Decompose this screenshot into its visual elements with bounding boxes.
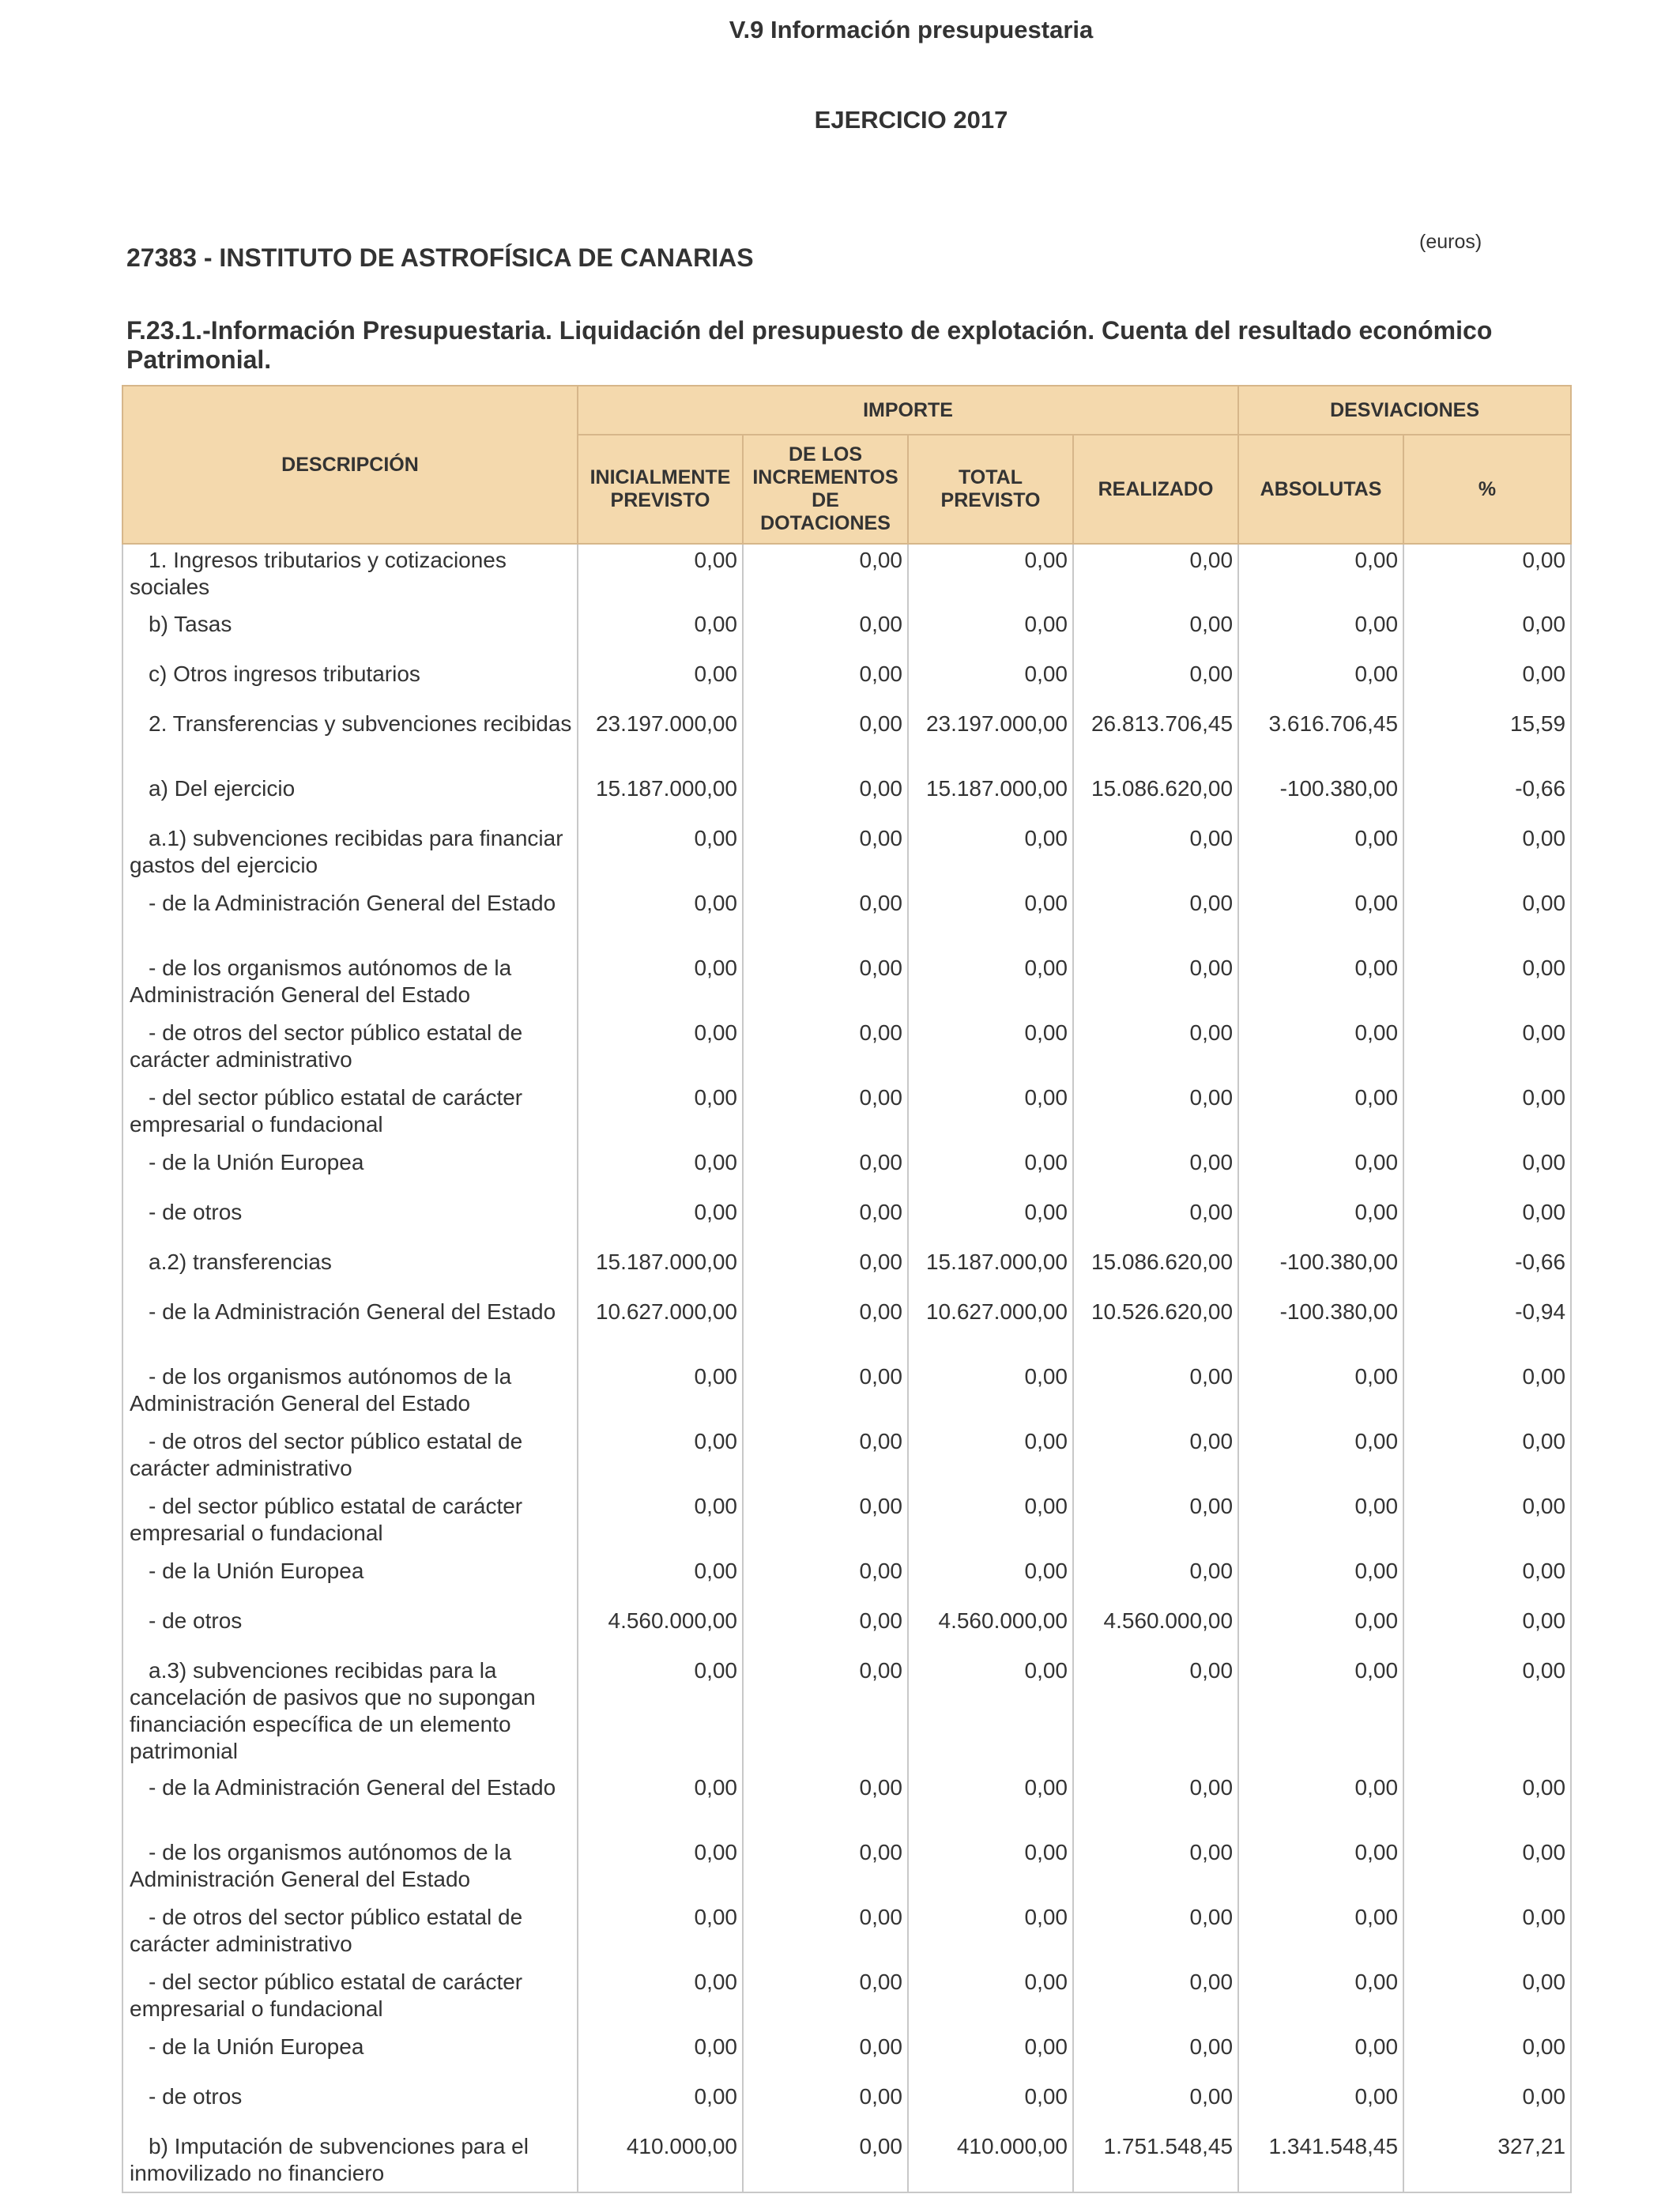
cell-inicial: 0,00 [578, 888, 743, 952]
row-description-text: - de otros del sector público estatal de carácter administrativo [130, 1020, 523, 1072]
cell-incrementos: 0,00 [743, 609, 908, 658]
cell-realizado: 0,00 [1073, 1147, 1238, 1197]
table-row [122, 1772, 1571, 1837]
cell-total: 15.187.000,00 [908, 773, 1073, 823]
cell-inicial: 0,00 [578, 1197, 743, 1246]
table-row [122, 1555, 1571, 1605]
cell-pct: -0,66 [1403, 773, 1571, 823]
cell-pct: 0,00 [1403, 2031, 1571, 2081]
cell-absolutas: 0,00 [1238, 1655, 1403, 1772]
table-row [122, 888, 1571, 952]
cell-absolutas: -100.380,00 [1238, 773, 1403, 823]
cell-total: 0,00 [908, 544, 1073, 609]
cell-total: 0,00 [908, 1655, 1073, 1772]
cell-realizado: 15.086.620,00 [1073, 1246, 1238, 1296]
cell-inicial: 15.187.000,00 [578, 1246, 743, 1296]
cell-realizado: 0,00 [1073, 2081, 1238, 2131]
table-row [122, 708, 1571, 773]
cell-total: 0,00 [908, 1966, 1073, 2031]
cell-absolutas: 0,00 [1238, 609, 1403, 658]
row-description-text: - de los organismos autónomos de la Administración General del Estado [130, 1364, 512, 1416]
row-description-text: - de la Unión Europea [149, 1559, 364, 1583]
row-description-text: - de otros [149, 2084, 243, 2109]
cell-pct: 0,00 [1403, 1491, 1571, 1555]
row-description [122, 773, 578, 823]
row-description-text: - de la Unión Europea [149, 1150, 364, 1174]
row-description-text: - del sector público estatal de carácter empresarial o fundacional [130, 1494, 523, 1545]
cell-incrementos: 0,00 [743, 708, 908, 773]
table-row [122, 2081, 1571, 2131]
row-description [122, 1605, 578, 1655]
cell-inicial: 0,00 [578, 1017, 743, 1082]
cell-incrementos: 0,00 [743, 823, 908, 888]
col-header-incrementos: DE LOS INCREMENTOS DE DOTACIONES [743, 435, 908, 544]
cell-inicial: 0,00 [578, 1902, 743, 1966]
cell-total: 10.627.000,00 [908, 1296, 1073, 1361]
cell-inicial: 0,00 [578, 1555, 743, 1605]
row-description-text: - del sector público estatal de carácter empresarial o fundacional [130, 1970, 523, 2021]
row-description [122, 2081, 578, 2131]
cell-incrementos: 0,00 [743, 1837, 908, 1902]
row-description [122, 1426, 578, 1491]
budget-table [122, 385, 1572, 2193]
cell-pct: 0,00 [1403, 609, 1571, 658]
group-header-importe: IMPORTE [578, 386, 1238, 435]
cell-inicial: 4.560.000,00 [578, 1605, 743, 1655]
cell-total: 410.000,00 [908, 2131, 1073, 2192]
cell-realizado: 26.813.706,45 [1073, 708, 1238, 773]
cell-pct: -0,66 [1403, 1246, 1571, 1296]
cell-total: 0,00 [908, 1837, 1073, 1902]
col-header-absolutas: ABSOLUTAS [1238, 435, 1403, 544]
cell-inicial: 0,00 [578, 1361, 743, 1426]
cell-pct: 0,00 [1403, 1902, 1571, 1966]
cell-total: 0,00 [908, 609, 1073, 658]
cell-total: 0,00 [908, 1772, 1073, 1837]
cell-incrementos: 0,00 [743, 2131, 908, 2192]
cell-absolutas: 0,00 [1238, 1361, 1403, 1426]
cell-realizado: 0,00 [1073, 1837, 1238, 1902]
cell-total: 0,00 [908, 1147, 1073, 1197]
table-row [122, 1966, 1571, 2031]
cell-total: 0,00 [908, 2081, 1073, 2131]
row-description-text: a.2) transferencias [149, 1250, 332, 1274]
table-row [122, 1361, 1571, 1426]
row-description-text: - de la Unión Europea [149, 2034, 364, 2059]
cell-absolutas: 0,00 [1238, 658, 1403, 708]
table-row [122, 658, 1571, 708]
cell-absolutas: 0,00 [1238, 952, 1403, 1017]
cell-realizado: 0,00 [1073, 1772, 1238, 1837]
cell-absolutas: 0,00 [1238, 823, 1403, 888]
table-row [122, 1246, 1571, 1296]
cell-inicial: 23.197.000,00 [578, 708, 743, 773]
cell-incrementos: 0,00 [743, 1296, 908, 1361]
cell-absolutas: 0,00 [1238, 1197, 1403, 1246]
cell-incrementos: 0,00 [743, 1147, 908, 1197]
table-row [122, 773, 1571, 823]
cell-inicial: 0,00 [578, 1837, 743, 1902]
cell-realizado: 10.526.620,00 [1073, 1296, 1238, 1361]
cell-realizado: 0,00 [1073, 1082, 1238, 1147]
table-row [122, 609, 1571, 658]
cell-pct: 0,00 [1403, 544, 1571, 609]
cell-inicial: 0,00 [578, 1426, 743, 1491]
cell-inicial: 0,00 [578, 609, 743, 658]
cell-pct: 0,00 [1403, 1197, 1571, 1246]
cell-incrementos: 0,00 [743, 2081, 908, 2131]
row-description-text: b) Tasas [149, 612, 232, 636]
table-row [122, 1655, 1571, 1772]
col-header-pct: % [1403, 435, 1571, 544]
cell-pct: 15,59 [1403, 708, 1571, 773]
row-description [122, 1491, 578, 1555]
cell-realizado: 0,00 [1073, 1017, 1238, 1082]
cell-pct: 0,00 [1403, 952, 1571, 1017]
cell-realizado: 0,00 [1073, 1361, 1238, 1426]
row-description [122, 1361, 578, 1426]
cell-inicial: 0,00 [578, 1147, 743, 1197]
cell-incrementos: 0,00 [743, 1902, 908, 1966]
cell-realizado: 0,00 [1073, 609, 1238, 658]
cell-total: 0,00 [908, 1426, 1073, 1491]
cell-incrementos: 0,00 [743, 2031, 908, 2081]
cell-incrementos: 0,00 [743, 1772, 908, 1837]
cell-realizado: 0,00 [1073, 2031, 1238, 2081]
entity-name: 27383 - INSTITUTO DE ASTROFÍSICA DE CANARIAS [126, 243, 754, 272]
cell-inicial: 0,00 [578, 1491, 743, 1555]
row-description-text: - de otros del sector público estatal de carácter administrativo [130, 1429, 523, 1480]
row-description [122, 1772, 578, 1837]
cell-absolutas: 0,00 [1238, 2031, 1403, 2081]
row-description-text: - de los organismos autónomos de la Administración General del Estado [130, 1840, 512, 1891]
cell-inicial: 0,00 [578, 1966, 743, 2031]
row-description-text: c) Otros ingresos tributarios [149, 662, 420, 686]
row-description [122, 544, 578, 609]
row-description-text: 1. Ingresos tributarios y cotizaciones sociales [130, 548, 507, 599]
cell-realizado: 0,00 [1073, 1902, 1238, 1966]
cell-total: 0,00 [908, 2031, 1073, 2081]
table-row [122, 1837, 1571, 1902]
cell-inicial: 0,00 [578, 823, 743, 888]
cell-total: 0,00 [908, 1082, 1073, 1147]
row-description [122, 888, 578, 952]
section-title: F.23.1.-Información Presupuestaria. Liquidación del presupuesto de explotación. Cuenta del resultado económico Patrimonial. [126, 316, 1493, 374]
cell-absolutas: 0,00 [1238, 1555, 1403, 1605]
cell-absolutas: -100.380,00 [1238, 1296, 1403, 1361]
cell-inicial: 0,00 [578, 544, 743, 609]
units-label: (euros) [1419, 231, 1482, 253]
cell-pct: 0,00 [1403, 1426, 1571, 1491]
cell-pct: 0,00 [1403, 1772, 1571, 1837]
col-header-realizado: REALIZADO [1073, 435, 1238, 544]
row-description-text: - de otros [149, 1608, 243, 1633]
row-description [122, 2031, 578, 2081]
row-description [122, 1555, 578, 1605]
cell-realizado: 0,00 [1073, 544, 1238, 609]
cell-total: 15.187.000,00 [908, 1246, 1073, 1296]
cell-pct: 0,00 [1403, 1147, 1571, 1197]
cell-realizado: 0,00 [1073, 888, 1238, 952]
cell-pct: 0,00 [1403, 1017, 1571, 1082]
cell-absolutas: 0,00 [1238, 1082, 1403, 1147]
cell-total: 0,00 [908, 1361, 1073, 1426]
cell-pct: 0,00 [1403, 1605, 1571, 1655]
cell-incrementos: 0,00 [743, 952, 908, 1017]
cell-incrementos: 0,00 [743, 1082, 908, 1147]
row-description [122, 1902, 578, 1966]
cell-absolutas: 0,00 [1238, 1966, 1403, 2031]
row-description-text: - del sector público estatal de carácter empresarial o fundacional [130, 1085, 523, 1137]
row-description-text: - de la Administración General del Estado [149, 1299, 556, 1324]
cell-total: 0,00 [908, 1491, 1073, 1555]
cell-realizado: 0,00 [1073, 823, 1238, 888]
col-header-inicial: INICIALMENTE PREVISTO [578, 435, 743, 544]
cell-realizado: 0,00 [1073, 1491, 1238, 1555]
table-row [122, 823, 1571, 888]
table-row [122, 2131, 1571, 2192]
cell-realizado: 0,00 [1073, 1655, 1238, 1772]
row-description [122, 609, 578, 658]
cell-pct: 0,00 [1403, 1966, 1571, 2031]
cell-absolutas: 1.341.548,45 [1238, 2131, 1403, 2192]
cell-absolutas: 0,00 [1238, 544, 1403, 609]
cell-pct: -0,94 [1403, 1296, 1571, 1361]
cell-absolutas: 0,00 [1238, 1605, 1403, 1655]
row-description [122, 658, 578, 708]
row-description-text: - de otros [149, 1200, 243, 1224]
cell-total: 23.197.000,00 [908, 708, 1073, 773]
cell-realizado: 0,00 [1073, 658, 1238, 708]
cell-total: 0,00 [908, 1197, 1073, 1246]
cell-total: 0,00 [908, 658, 1073, 708]
table-row [122, 1296, 1571, 1361]
cell-incrementos: 0,00 [743, 1491, 908, 1555]
cell-incrementos: 0,00 [743, 888, 908, 952]
row-description [122, 1296, 578, 1361]
cell-absolutas: 0,00 [1238, 2081, 1403, 2131]
cell-total: 0,00 [908, 1902, 1073, 1966]
cell-pct: 0,00 [1403, 1655, 1571, 1772]
budget-table-body [122, 544, 1571, 2192]
cell-absolutas: 0,00 [1238, 1491, 1403, 1555]
cell-pct: 0,00 [1403, 1837, 1571, 1902]
col-header-total: TOTAL PREVISTO [908, 435, 1073, 544]
cell-incrementos: 0,00 [743, 1246, 908, 1296]
row-description [122, 1246, 578, 1296]
row-description [122, 1017, 578, 1082]
table-row [122, 1147, 1571, 1197]
cell-pct: 0,00 [1403, 658, 1571, 708]
cell-incrementos: 0,00 [743, 1361, 908, 1426]
cell-realizado: 0,00 [1073, 1966, 1238, 2031]
fiscal-year: EJERCICIO 2017 [814, 106, 1008, 134]
cell-incrementos: 0,00 [743, 544, 908, 609]
row-description-text: 2. Transferencias y subvenciones recibidas [149, 711, 572, 736]
row-description [122, 952, 578, 1017]
cell-absolutas: 0,00 [1238, 1837, 1403, 1902]
cell-incrementos: 0,00 [743, 1017, 908, 1082]
cell-inicial: 0,00 [578, 952, 743, 1017]
row-description-text: b) Imputación de subvenciones para el inmovilizado no financiero [130, 2134, 529, 2185]
cell-absolutas: 0,00 [1238, 1902, 1403, 1966]
cell-total: 0,00 [908, 888, 1073, 952]
cell-incrementos: 0,00 [743, 1655, 908, 1772]
cell-pct: 0,00 [1403, 2081, 1571, 2131]
cell-incrementos: 0,00 [743, 773, 908, 823]
cell-total: 0,00 [908, 1555, 1073, 1605]
row-description-text: a.1) subvenciones recibidas para financiar gastos del ejercicio [130, 826, 563, 877]
cell-incrementos: 0,00 [743, 1197, 908, 1246]
cell-absolutas: 0,00 [1238, 1147, 1403, 1197]
row-description-text: - de la Administración General del Estado [149, 891, 556, 915]
row-description [122, 1197, 578, 1246]
cell-realizado: 0,00 [1073, 952, 1238, 1017]
cell-realizado: 15.086.620,00 [1073, 773, 1238, 823]
cell-absolutas: -100.380,00 [1238, 1246, 1403, 1296]
cell-pct: 0,00 [1403, 888, 1571, 952]
cell-total: 0,00 [908, 1017, 1073, 1082]
cell-absolutas: 0,00 [1238, 1017, 1403, 1082]
cell-pct: 0,00 [1403, 1361, 1571, 1426]
cell-inicial: 10.627.000,00 [578, 1296, 743, 1361]
row-description-text: - de otros del sector público estatal de carácter administrativo [130, 1905, 523, 1956]
row-description-text: a) Del ejercicio [149, 776, 296, 801]
cell-inicial: 0,00 [578, 1772, 743, 1837]
cell-incrementos: 0,00 [743, 1966, 908, 2031]
cell-pct: 0,00 [1403, 823, 1571, 888]
cell-absolutas: 0,00 [1238, 1426, 1403, 1491]
group-header-desviaciones: DESVIACIONES [1238, 386, 1571, 435]
row-description [122, 823, 578, 888]
row-description [122, 1655, 578, 1772]
cell-realizado: 0,00 [1073, 1555, 1238, 1605]
table-row [122, 952, 1571, 1017]
cell-total: 0,00 [908, 823, 1073, 888]
table-row [122, 1017, 1571, 1082]
row-description [122, 708, 578, 773]
cell-incrementos: 0,00 [743, 1605, 908, 1655]
table-row [122, 544, 1571, 609]
cell-incrementos: 0,00 [743, 1426, 908, 1491]
table-row [122, 1082, 1571, 1147]
row-description-text: - de los organismos autónomos de la Administración General del Estado [130, 956, 512, 1007]
row-description-text: - de la Administración General del Estado [149, 1775, 556, 1800]
cell-absolutas: 0,00 [1238, 888, 1403, 952]
table-row [122, 2031, 1571, 2081]
table-row [122, 1605, 1571, 1655]
cell-incrementos: 0,00 [743, 1555, 908, 1605]
row-description [122, 1966, 578, 2031]
cell-total: 4.560.000,00 [908, 1605, 1073, 1655]
cell-realizado: 1.751.548,45 [1073, 2131, 1238, 2192]
cell-realizado: 0,00 [1073, 1197, 1238, 1246]
table-row [122, 1902, 1571, 1966]
row-description [122, 2131, 578, 2192]
document-heading: V.9 Información presupuestaria [729, 16, 1094, 43]
col-header-descripcion: DESCRIPCIÓN [122, 386, 578, 544]
cell-inicial: 410.000,00 [578, 2131, 743, 2192]
row-description [122, 1837, 578, 1902]
cell-absolutas: 0,00 [1238, 1772, 1403, 1837]
cell-inicial: 0,00 [578, 2031, 743, 2081]
cell-pct: 0,00 [1403, 1082, 1571, 1147]
table-row [122, 1426, 1571, 1491]
cell-absolutas: 3.616.706,45 [1238, 708, 1403, 773]
cell-realizado: 4.560.000,00 [1073, 1605, 1238, 1655]
cell-inicial: 0,00 [578, 658, 743, 708]
cell-pct: 0,00 [1403, 1555, 1571, 1605]
cell-inicial: 0,00 [578, 1082, 743, 1147]
cell-inicial: 15.187.000,00 [578, 773, 743, 823]
cell-inicial: 0,00 [578, 1655, 743, 1772]
cell-inicial: 0,00 [578, 2081, 743, 2131]
cell-total: 0,00 [908, 952, 1073, 1017]
cell-pct: 327,21 [1403, 2131, 1571, 2192]
cell-realizado: 0,00 [1073, 1426, 1238, 1491]
row-description-text: a.3) subvenciones recibidas para la cancelación de pasivos que no supongan financiación específica de un elemento patrimonial [130, 1658, 536, 1763]
cell-incrementos: 0,00 [743, 658, 908, 708]
table-row [122, 1197, 1571, 1246]
row-description [122, 1082, 578, 1147]
row-description [122, 1147, 578, 1197]
table-row [122, 1491, 1571, 1555]
